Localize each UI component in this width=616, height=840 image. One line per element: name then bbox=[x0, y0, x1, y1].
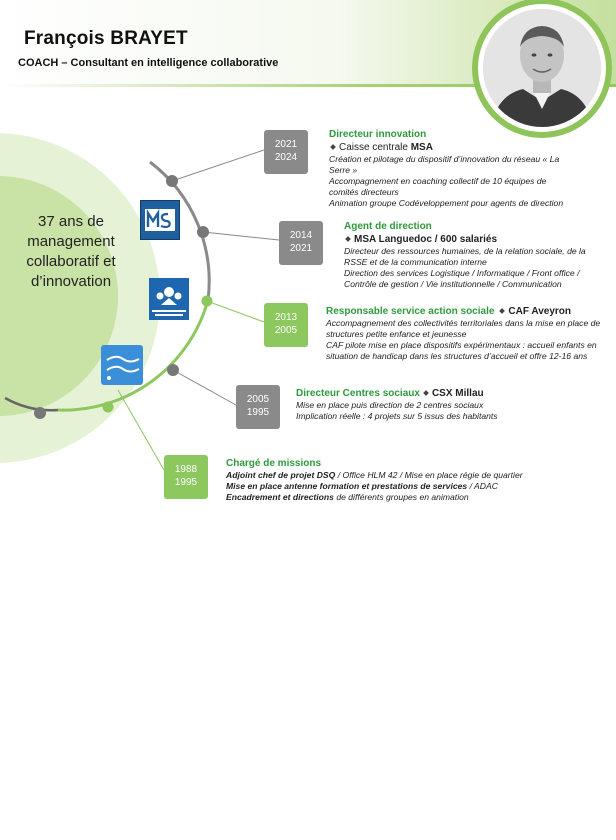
timeline-entry-5 bbox=[226, 457, 556, 503]
connector-4 bbox=[173, 370, 236, 405]
bullet-icon bbox=[423, 390, 429, 396]
year-badge-3: 2013 2005 bbox=[264, 303, 308, 347]
person-name: François BRAYET bbox=[24, 28, 188, 49]
timeline-entry-4: Directeur Centres sociaux CSX Millau Mise en place puis direction de 2 centres sociaux Implication réelle : 4 projets sur 5 issus des habitants bbox=[296, 387, 576, 422]
description: Mise en place puis direction de 2 centres sociaux Implication réelle : 4 projets sur 5 issus des habitants bbox=[296, 400, 498, 421]
connector-5 bbox=[118, 390, 164, 470]
connector-1 bbox=[172, 150, 264, 181]
role-title: Chargé de missions bbox=[226, 458, 322, 469]
role-title: Agent de direction bbox=[344, 221, 432, 232]
year-badge-2: 2014 2021 bbox=[279, 221, 323, 265]
year-badge-5: 1988 1995 bbox=[164, 455, 208, 499]
timeline-dot-6 bbox=[34, 407, 46, 419]
timeline-entry-1 bbox=[329, 128, 591, 209]
timeline-dot-4 bbox=[167, 364, 179, 376]
role-title: Responsable service action sociale bbox=[326, 306, 495, 317]
bullet-icon bbox=[500, 308, 506, 314]
summary-text: 37 ans de management collaboratif et d’innovation bbox=[26, 213, 116, 290]
msa-logo bbox=[140, 200, 180, 240]
timeline-dot-1 bbox=[166, 175, 178, 187]
bullet-icon bbox=[330, 144, 336, 150]
timeline-entry-2 bbox=[344, 220, 606, 290]
person-title: COACH – Consultant en intelligence collaborative bbox=[18, 57, 279, 69]
role-title: Directeur Centres sociaux bbox=[296, 388, 420, 399]
description: Directeur des ressources humaines, de la relation sociale, de la RSSE et de la communication interne Direction des services Logistique / Informatique / Front office / Contrôle de gestion / Vie institutionnelle / Communication bbox=[344, 246, 586, 289]
timeline-dot-3 bbox=[202, 296, 213, 307]
timeline-dot-5 bbox=[103, 402, 114, 413]
connector-2 bbox=[203, 232, 279, 240]
organization: MSA Languedoc / 600 salariés bbox=[344, 233, 606, 246]
role-title: Directeur innovation bbox=[329, 129, 427, 140]
centres-sociaux-logo bbox=[101, 345, 143, 385]
year-badge-1: 2021 2024 bbox=[264, 130, 308, 174]
allocations-familiales-logo bbox=[149, 278, 189, 320]
timeline-entry-3: Responsable service action sociale CAF Aveyron Accompagnement des collectivités territoriales dans la mise en place de structures petite enfance et jeunesse CAF pilote mise en place dispositifs expérimentaux : accueil enfants en situation de handicap dans les structures d’accueil et offre 12-16 ans bbox=[326, 305, 611, 362]
bullet-icon bbox=[345, 236, 351, 242]
description: Accompagnement des collectivités territoriales dans la mise en place de structures petite enfance et jeunesse CAF pilote mise en place dispositifs expérimentaux : accueil enfants en situation de handicap dans les structures d’accueil et offre 12-16 ans bbox=[326, 318, 601, 361]
description: Création et pilotage du dispositif d’innovation du réseau « La Serre » Accompagnement en coaching collectif de 10 équipes de comités directeurs Animation groupe Codéveloppement pour agents de direction bbox=[329, 154, 564, 208]
timeline-dot-2 bbox=[197, 226, 209, 238]
description: Adjoint chef de projet DSQ / Office HLM 42 / Mise en place régie de quartier Mise en place antenne formation et prestations de services / ADAC Encadrement et directions de différents groupes en animation bbox=[226, 470, 523, 502]
organization: Caisse centrale MSA bbox=[329, 141, 591, 154]
year-badge-4: 2005 1995 bbox=[236, 385, 280, 429]
connector-3 bbox=[207, 301, 264, 322]
